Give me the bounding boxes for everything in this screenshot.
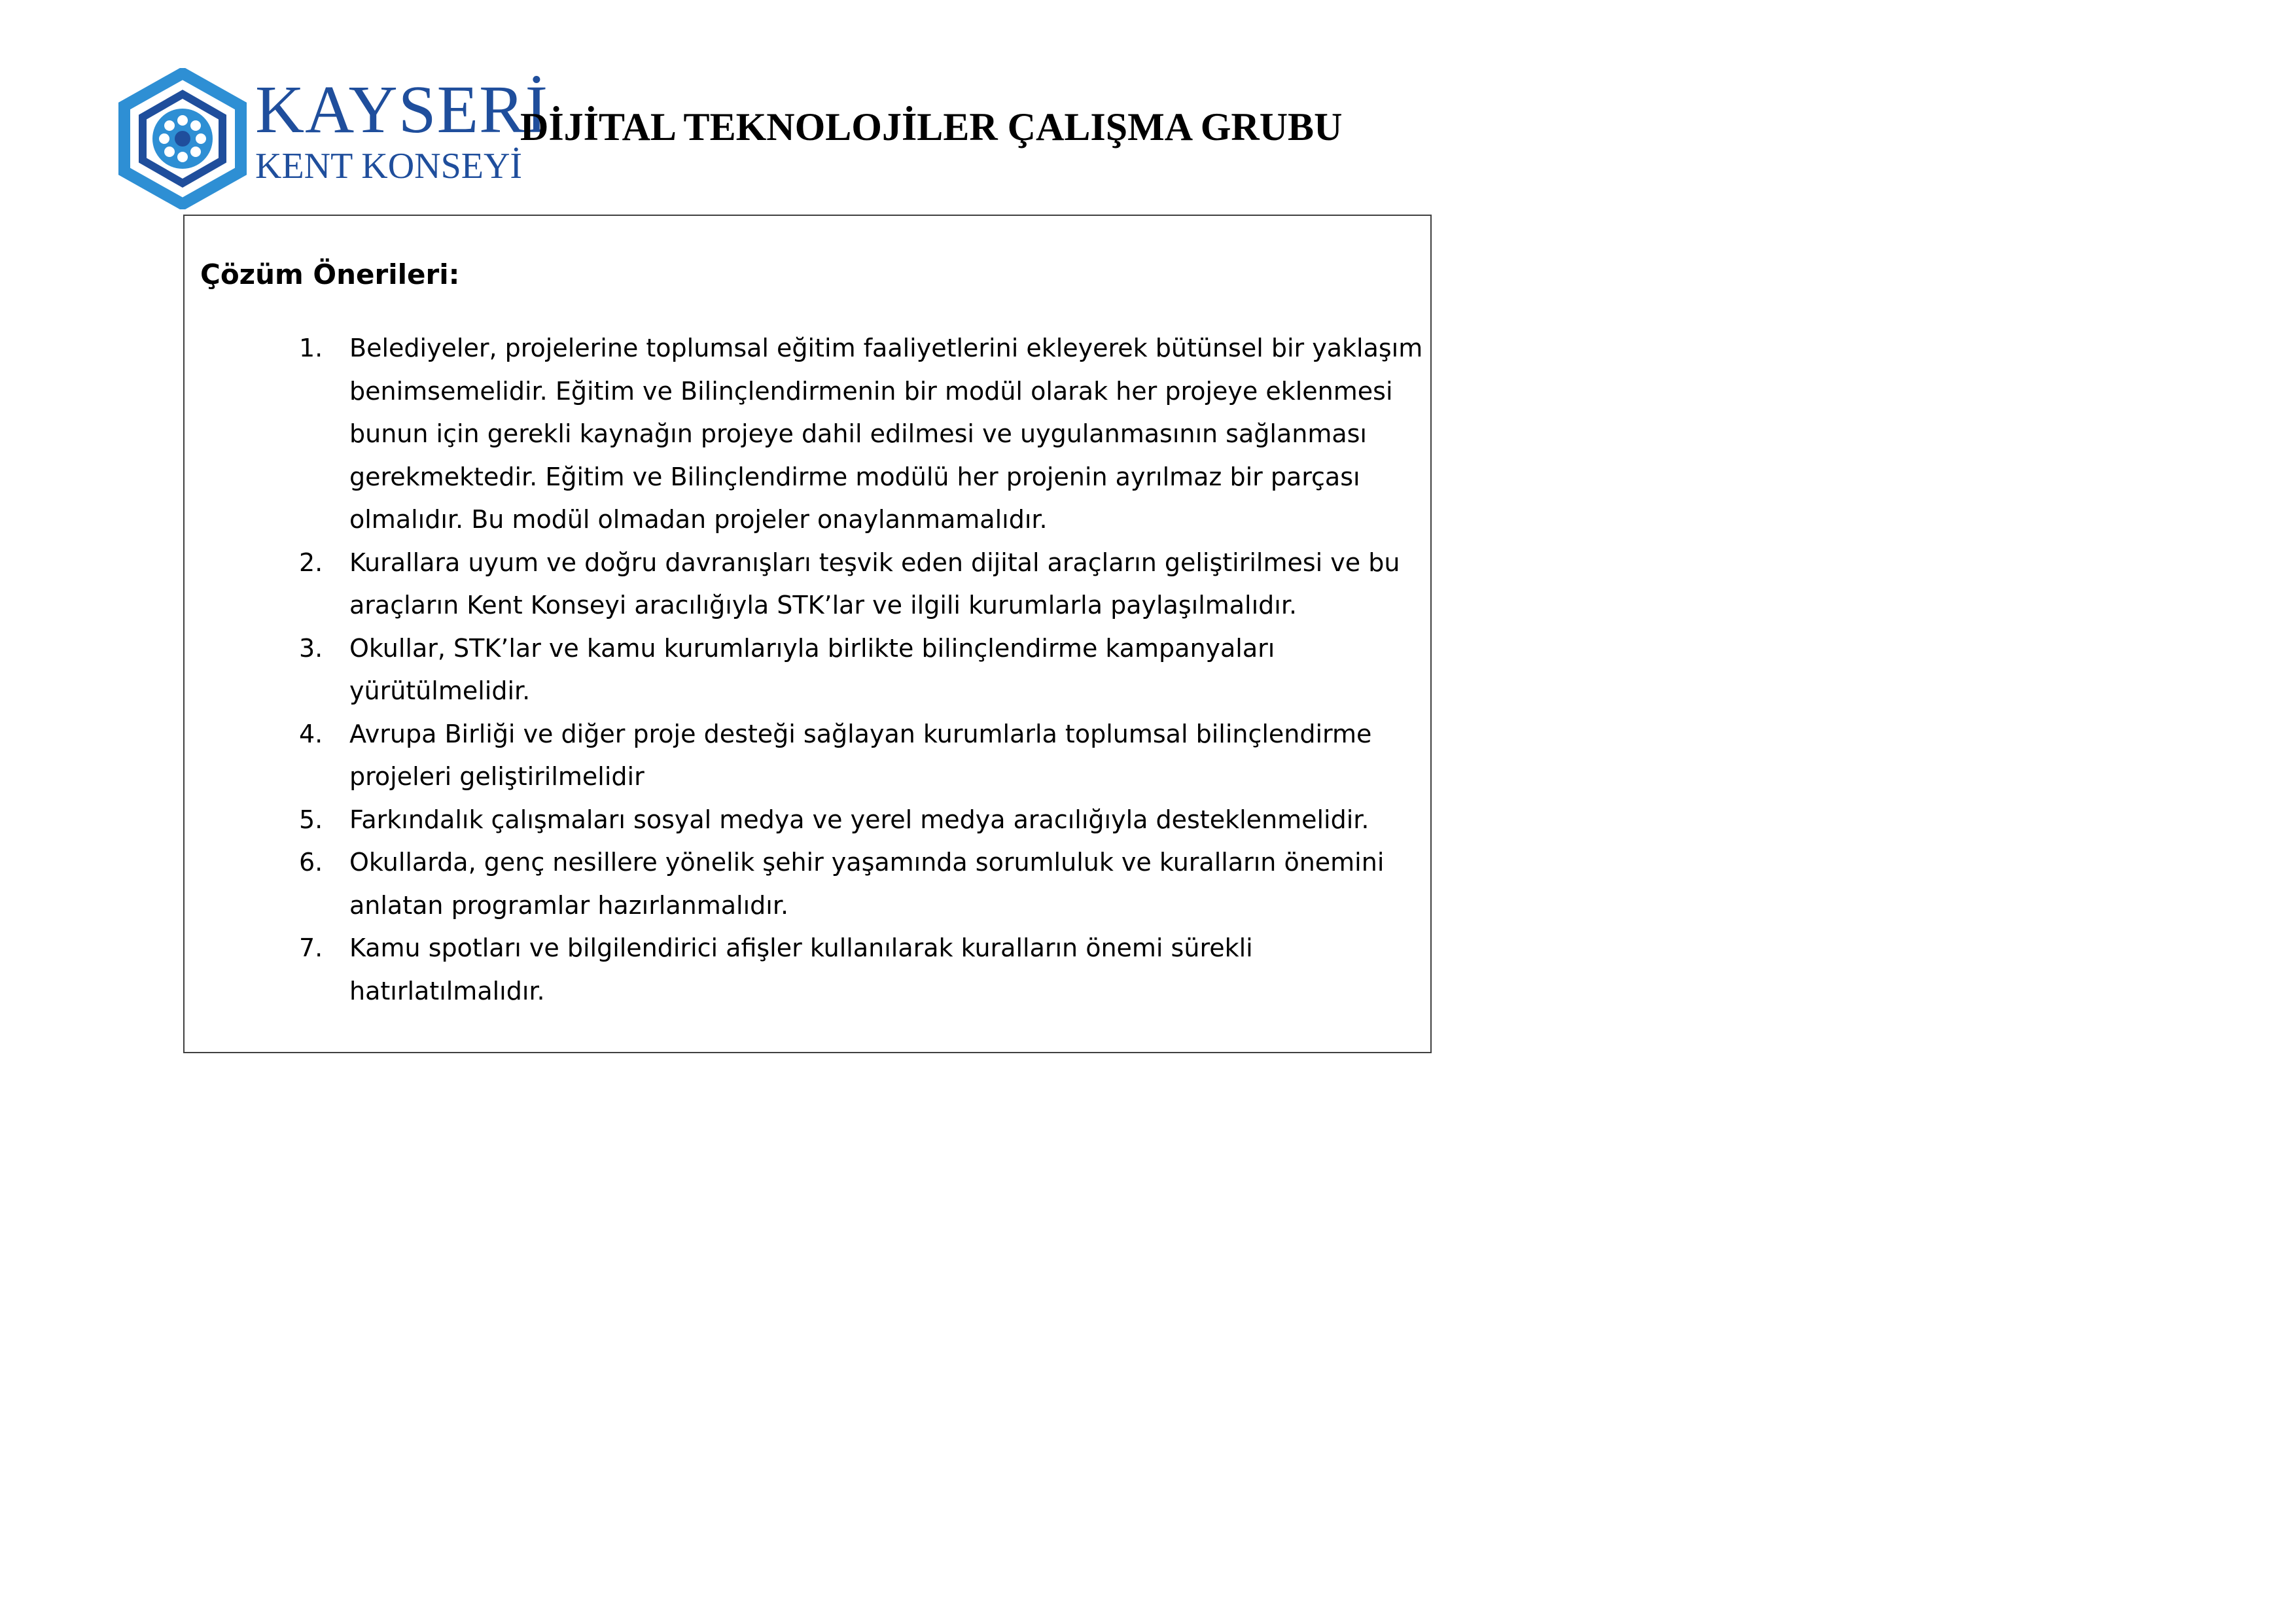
list-item-number: 2. [299, 548, 323, 577]
list-item [185, 927, 1429, 1013]
list-item-line: Avrupa Birliği ve diğer proje desteği sağlayan kurumlarla toplumsal bilinçlendirme [349, 719, 1372, 748]
kent-konseyi-logo-icon [118, 68, 247, 209]
list-item-line: olmalıdır. Bu modül olmadan projeler onaylanmamalıdır. [349, 505, 1048, 534]
list-item-line: yürütülmelidir. [349, 676, 531, 705]
list-item [185, 627, 1429, 713]
list-item-line: benimsemelidir. Eğitim ve Bilinçlendirmenin bir modül olarak her projeye eklenmesi [349, 376, 1393, 406]
list-item [185, 542, 1429, 627]
list-item-number: 1. [299, 334, 323, 362]
logo-wordmark [255, 72, 549, 186]
list-item [185, 713, 1429, 799]
list-item-line: Kurallara uyum ve doğru davranışları teşvik eden dijital araçların geliştirilmesi ve bu [349, 548, 1400, 577]
list-item-number: 7. [299, 934, 323, 962]
logo-line-kent-konseyi: KENT KONSEYİ [255, 146, 523, 186]
list-item-line: Farkındalık çalışmaları sosyal medya ve yerel medya aracılığıyla desteklenmelidir. [349, 805, 1369, 834]
list-item-line: projeleri geliştirilmelidir [349, 762, 645, 791]
proposals-box [183, 215, 1432, 1053]
list-item-line: araçların Kent Konseyi aracılığıyla STK’lar ve ilgili kurumlarla paylaşılmalıdır. [349, 591, 1298, 620]
list-item-line: bunun için gerekli kaynağın projeye dahil edilmesi ve uygulanmasının sağlanması [349, 419, 1367, 448]
list-item-line: anlatan programlar hazırlanmalıdır. [349, 890, 789, 920]
list-item-line: hatırlatılmalıdır. [349, 976, 545, 1005]
list-item-number: 6. [299, 848, 323, 877]
list-item-line: gerekmektedir. Eğitim ve Bilinçlendirme modülü her projenin ayrılmaz bir parçası [349, 462, 1360, 491]
list-item-line: Okullar, STK’lar ve kamu kurumlarıyla birlikte bilinçlendirme kampanyaları [349, 633, 1275, 663]
list-item-number: 5. [299, 805, 323, 834]
list-item [185, 799, 1429, 842]
list-item [185, 841, 1429, 927]
list-item-line: Belediyeler, projelerine toplumsal eğitim faaliyetlerini ekleyerek bütünsel bir yaklaşım [349, 334, 1423, 362]
list-item [185, 327, 1429, 542]
document-title: DİJİTAL TEKNOLOJİLER ÇALIŞMA GRUBU [520, 105, 1343, 148]
list-item-number: 3. [299, 633, 323, 663]
list-item-number: 4. [299, 719, 323, 748]
list-item-line: Kamu spotları ve bilgilendirici afişler kullanılarak kuralların önemi sürekli [349, 934, 1253, 962]
section-heading: Çözüm Önerileri: [200, 258, 460, 290]
list-item-line: Okullarda, genç nesillere yönelik şehir yaşamında sorumluluk ve kuralların önemini [349, 848, 1385, 877]
logo-line-kayseri: KAYSERİ [255, 72, 549, 147]
page-header [118, 68, 1361, 209]
proposal-list [185, 327, 1429, 1013]
